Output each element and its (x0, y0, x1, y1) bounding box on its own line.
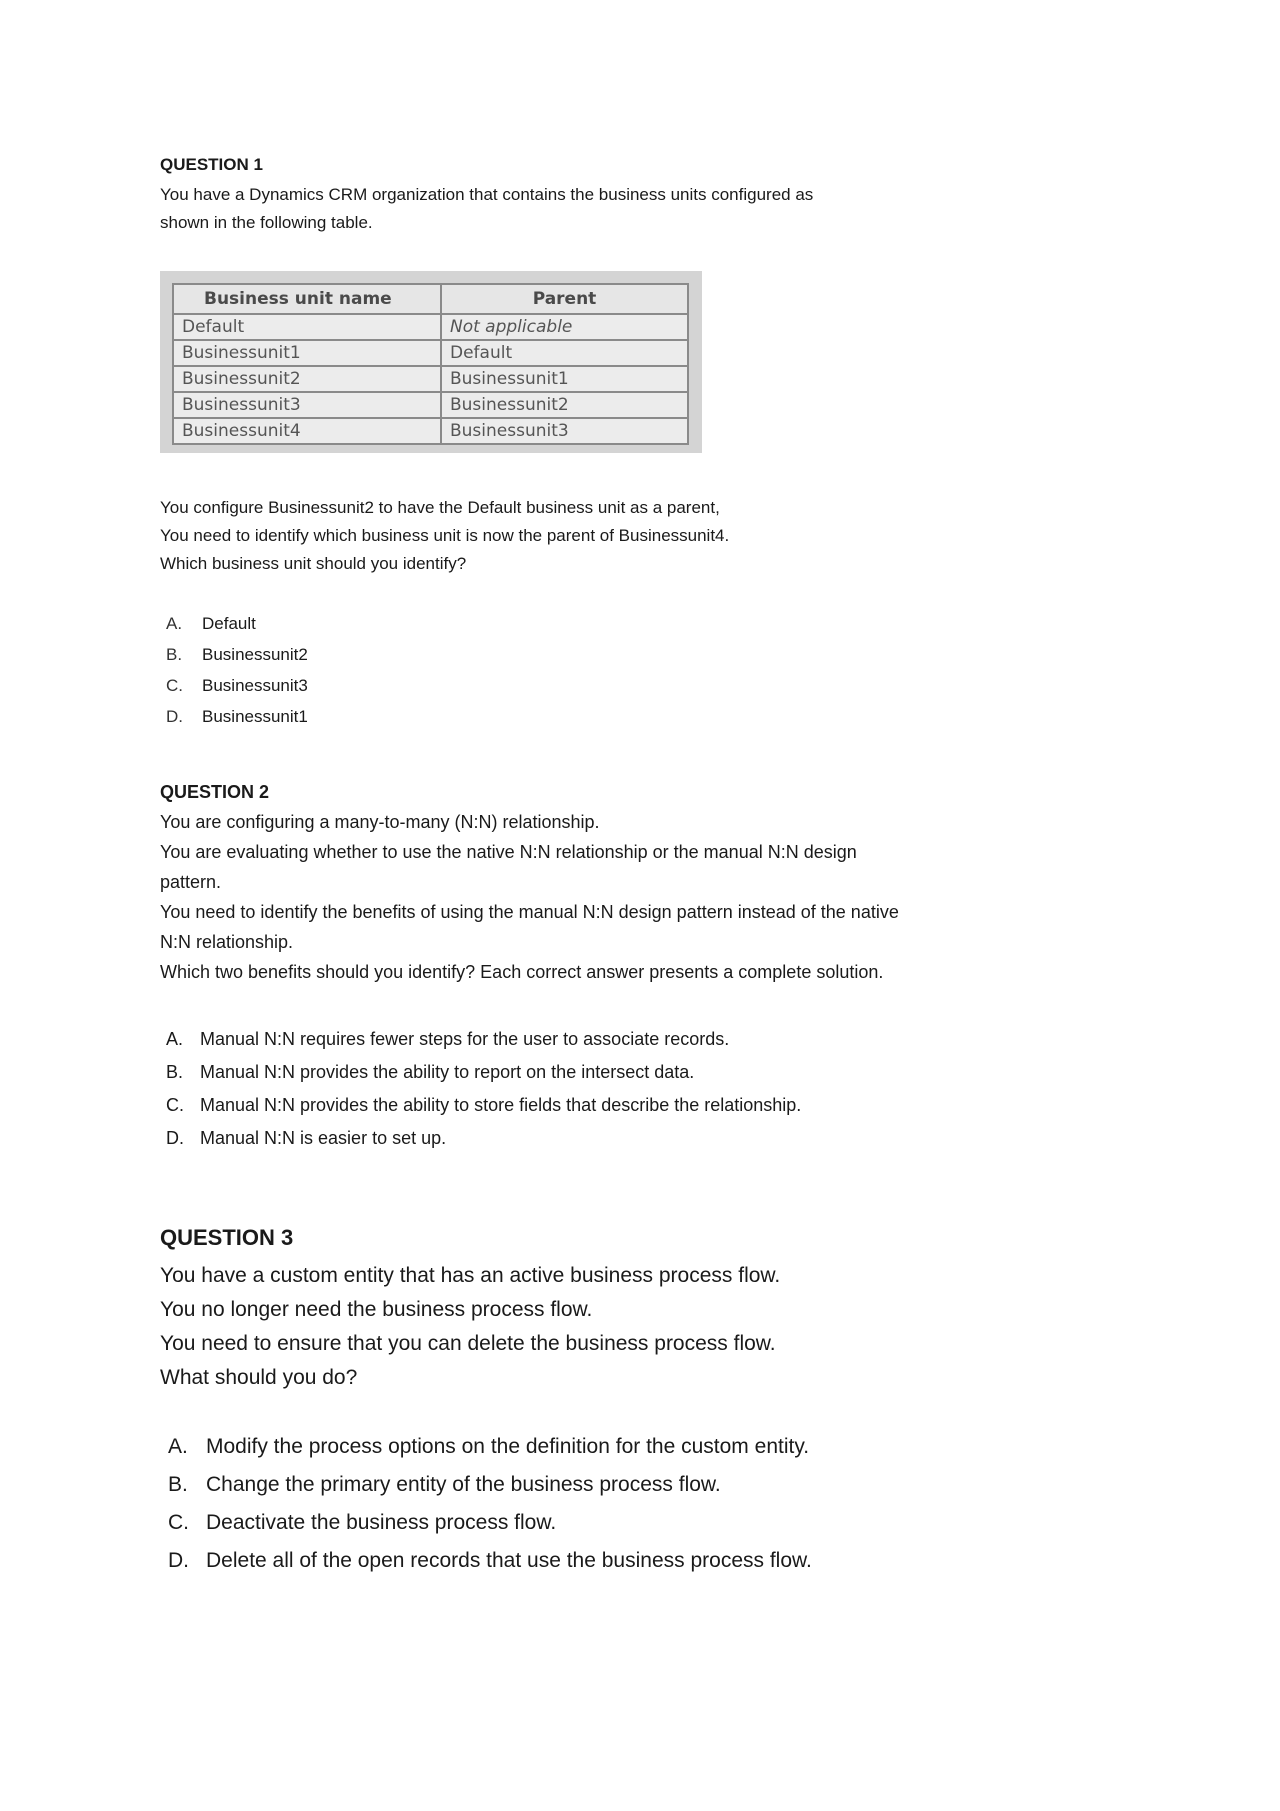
question-2-title: QUESTION 2 (160, 782, 270, 802)
column-header-business-unit-name: Business unit name (173, 284, 441, 314)
option-letter: C. (166, 1095, 184, 1115)
question-3-body-line: You no longer need the business process flow. (160, 1298, 593, 1321)
business-unit-table (172, 283, 689, 445)
question-3-title: QUESTION 3 (160, 1225, 294, 1250)
option-letter: D. (166, 707, 183, 726)
answer-option (160, 1089, 801, 1122)
question-2-body-line: You are evaluating whether to use the native N:N relationship or the manual N:N design (160, 842, 857, 862)
option-text: Manual N:N is easier to set up. (200, 1128, 447, 1148)
question-3-header (160, 1225, 780, 1395)
answer-option (160, 1122, 801, 1155)
option-text: Manual N:N provides the ability to report on the intersect data. (200, 1062, 695, 1082)
option-text: Change the primary entity of the business process flow. (206, 1473, 721, 1496)
question-1-body-line: Which business unit should you identify? (160, 554, 467, 573)
option-text: Delete all of the open records that use the business process flow. (206, 1549, 812, 1572)
question-1-intro-line: You have a Dynamics CRM organization that contains the business units configured as (160, 185, 814, 204)
option-text: Businessunit3 (202, 676, 308, 695)
answer-option (160, 670, 308, 701)
question-1-header (160, 155, 813, 237)
option-letter: B. (166, 645, 183, 664)
answer-option (160, 639, 308, 670)
question-1-body (160, 494, 729, 578)
question-1-intro-line: shown in the following table. (160, 213, 373, 232)
option-letter: D. (166, 1128, 184, 1148)
question-2-body-line: You are configuring a many-to-many (N:N) relationship. (160, 812, 600, 832)
answer-option (160, 1466, 812, 1504)
table-cell-parent: Default (441, 340, 688, 366)
question-2-body-line: pattern. (160, 872, 222, 892)
table-cell-parent: Businessunit1 (441, 366, 688, 392)
table-cell-name: Default (173, 314, 441, 340)
column-header-parent: Parent (441, 284, 688, 314)
option-letter: A. (168, 1435, 188, 1458)
answer-option (160, 1428, 812, 1466)
question-3-body-line: What should you do? (160, 1366, 358, 1389)
question-2-body-line: You need to identify the benefits of using the manual N:N design pattern instead of the native (160, 902, 899, 922)
option-letter: B. (166, 1062, 184, 1082)
option-text: Modify the process options on the definition for the custom entity. (206, 1435, 810, 1458)
table-row (173, 340, 688, 366)
option-text: Deactivate the business process flow. (206, 1511, 557, 1534)
question-2-body-line: Which two benefits should you identify? Each correct answer presents a complete solution. (160, 962, 884, 982)
question-2-body-line: N:N relationship. (160, 932, 294, 952)
question-1-body-line: You need to identify which business unit is now the parent of Businessunit4. (160, 526, 730, 545)
table-cell-parent: Businessunit2 (441, 392, 688, 418)
option-text: Default (202, 614, 256, 633)
question-2-options (160, 1023, 801, 1155)
question-3-options (160, 1428, 812, 1580)
table-row (173, 392, 688, 418)
question-3-body-line: You have a custom entity that has an active business process flow. (160, 1264, 781, 1287)
option-text: Businessunit2 (202, 645, 308, 664)
table-row (173, 314, 688, 340)
answer-option (160, 1542, 812, 1580)
option-letter: C. (168, 1511, 189, 1534)
table-row (173, 418, 688, 444)
table-cell-parent: Businessunit3 (441, 418, 688, 444)
answer-option (160, 1023, 801, 1056)
business-unit-table-image (160, 271, 702, 453)
question-2-header (160, 782, 899, 987)
question-1-title: QUESTION 1 (160, 155, 263, 174)
answer-option (160, 1056, 801, 1089)
answer-option (160, 608, 308, 639)
question-3-body-line: You need to ensure that you can delete the business process flow. (160, 1332, 776, 1355)
option-text: Manual N:N requires fewer steps for the user to associate records. (200, 1029, 730, 1049)
answer-option (160, 1504, 812, 1542)
question-1-options (160, 608, 308, 732)
table-header-row (173, 284, 688, 314)
option-text: Manual N:N provides the ability to store fields that describe the relationship. (200, 1095, 802, 1115)
option-text: Businessunit1 (202, 707, 308, 726)
option-letter: C. (166, 676, 183, 695)
table-cell-parent: Not applicable (441, 314, 688, 340)
option-letter: D. (168, 1549, 189, 1572)
option-letter: A. (166, 1029, 184, 1049)
table-row (173, 366, 688, 392)
table-cell-name: Businessunit3 (173, 392, 441, 418)
option-letter: B. (168, 1473, 188, 1496)
answer-option (160, 701, 308, 732)
table-cell-name: Businessunit2 (173, 366, 441, 392)
table-cell-name: Businessunit4 (173, 418, 441, 444)
table-cell-name: Businessunit1 (173, 340, 441, 366)
question-1-body-line: You configure Businessunit2 to have the Default business unit as a parent, (160, 498, 720, 517)
option-letter: A. (166, 614, 183, 633)
